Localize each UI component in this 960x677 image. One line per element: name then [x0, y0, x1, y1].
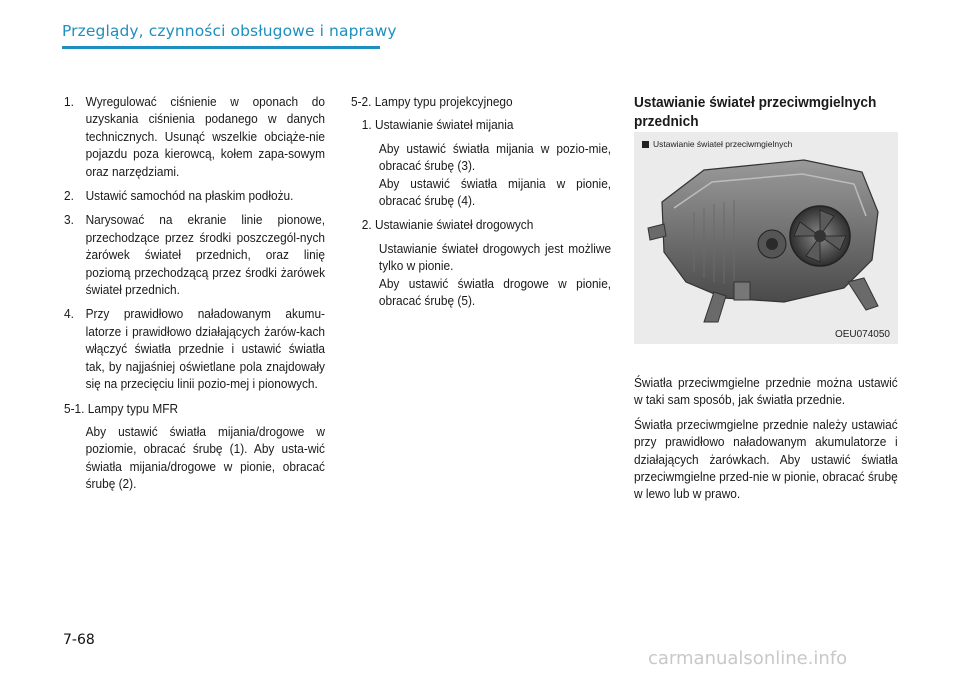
step-item — [64, 93, 325, 180]
mfr-heading: 5-1. Lampy typu MFR — [64, 400, 179, 416]
headlamp-illustration — [634, 132, 898, 344]
page-number: 7-68 — [63, 632, 95, 648]
middle-column — [351, 93, 611, 316]
step-text: Narysować na ekranie linie pionowe, przechodzące przez środki poszczegól-nych żarówek świateł przednich, oraz linię poziomą przechodzącą przez środki żarówek świateł przednich. — [85, 212, 325, 298]
step-text: Przy prawidłowo naładowanym akumu-latorze i prawidłowo działających żarów-kach włączyć światła przednie i ustawić światła tak, by najjaśniej oświetlane pola znajdowały się na przecięciu linii pozio-mej i pionowych. — [85, 306, 325, 392]
step-text: Ustawić samochód na płaskim podłożu. — [85, 188, 294, 204]
watermark: carmanualsonline.info — [648, 648, 848, 669]
section-header-title: Przeglądy, czynności obsługowe i naprawy — [62, 22, 397, 40]
projector-heading: 5-2. Lampy typu projekcyjnego — [351, 94, 513, 109]
figure-caption-text: Ustawianie świateł przeciwmgielnych — [653, 139, 793, 149]
right-column-heading-wrap — [634, 93, 898, 131]
right-column-text — [634, 374, 898, 510]
step-number: 3. — [64, 212, 74, 228]
fog-lamp-heading: Ustawianie świateł przeciwmgielnych przednich — [634, 94, 877, 130]
fog-lamp-paragraph-1: Światła przeciwmgielne przednie można ustawić w taki sam sposób, jak światła przednie. — [634, 375, 898, 408]
figure-code: OEU074050 — [834, 329, 890, 340]
low-beam-vertical-text: Aby ustawić światła mijania w pionie, obracać śrubę (4). — [378, 175, 612, 209]
bullet-square-icon — [642, 141, 649, 148]
step-item — [64, 211, 325, 298]
step-text: Wyregulować ciśnienie w oponach do uzyskania ciśnienia podanego w danych technicznych. Usunąć wszelkie obciąże-nie pojazdu poza kierowcą, kołem zapa-sowym oraz narzędziami. — [85, 94, 325, 179]
mfr-text: Aby ustawić światła mijania/drogowe w poziomie, obracać śrubę (1). Aby usta-wić światła mijania/drogowe w pionie, obracać śrubę (2). — [85, 423, 325, 492]
step-item — [64, 305, 325, 392]
low-beam-heading: 1. Ustawianie świateł mijania — [361, 117, 514, 133]
fog-lamp-paragraph-2: Światła przeciwmgielne przednie należy ustawiać przy prawidłowo naładowanym akumulatorze i działających żarówkach. Aby ustawić światła przeciwmgielne przed-nie w pionie, obracać śrubę w lewo lub w prawo. — [634, 416, 898, 502]
high-beam-info-text: Ustawianie świateł drogowych jest możliwe tylko w pionie. — [378, 240, 612, 274]
step-number: 1. — [64, 94, 74, 109]
step-item — [64, 187, 325, 204]
high-beam-vertical-text: Aby ustawić światła drogowe w pionie, obracać śrubę (5). — [378, 275, 612, 309]
step-number: 4. — [64, 306, 74, 322]
fog-lamp-figure — [634, 132, 898, 344]
step-number: 2. — [64, 188, 74, 204]
left-column — [64, 93, 325, 500]
header-underline — [62, 46, 380, 49]
figure-caption — [642, 139, 792, 149]
low-beam-horizontal-text: Aby ustawić światła mijania w pozio-mie, obracać śrubę (3). — [378, 140, 612, 174]
high-beam-heading: 2. Ustawianie świateł drogowych — [361, 217, 534, 233]
